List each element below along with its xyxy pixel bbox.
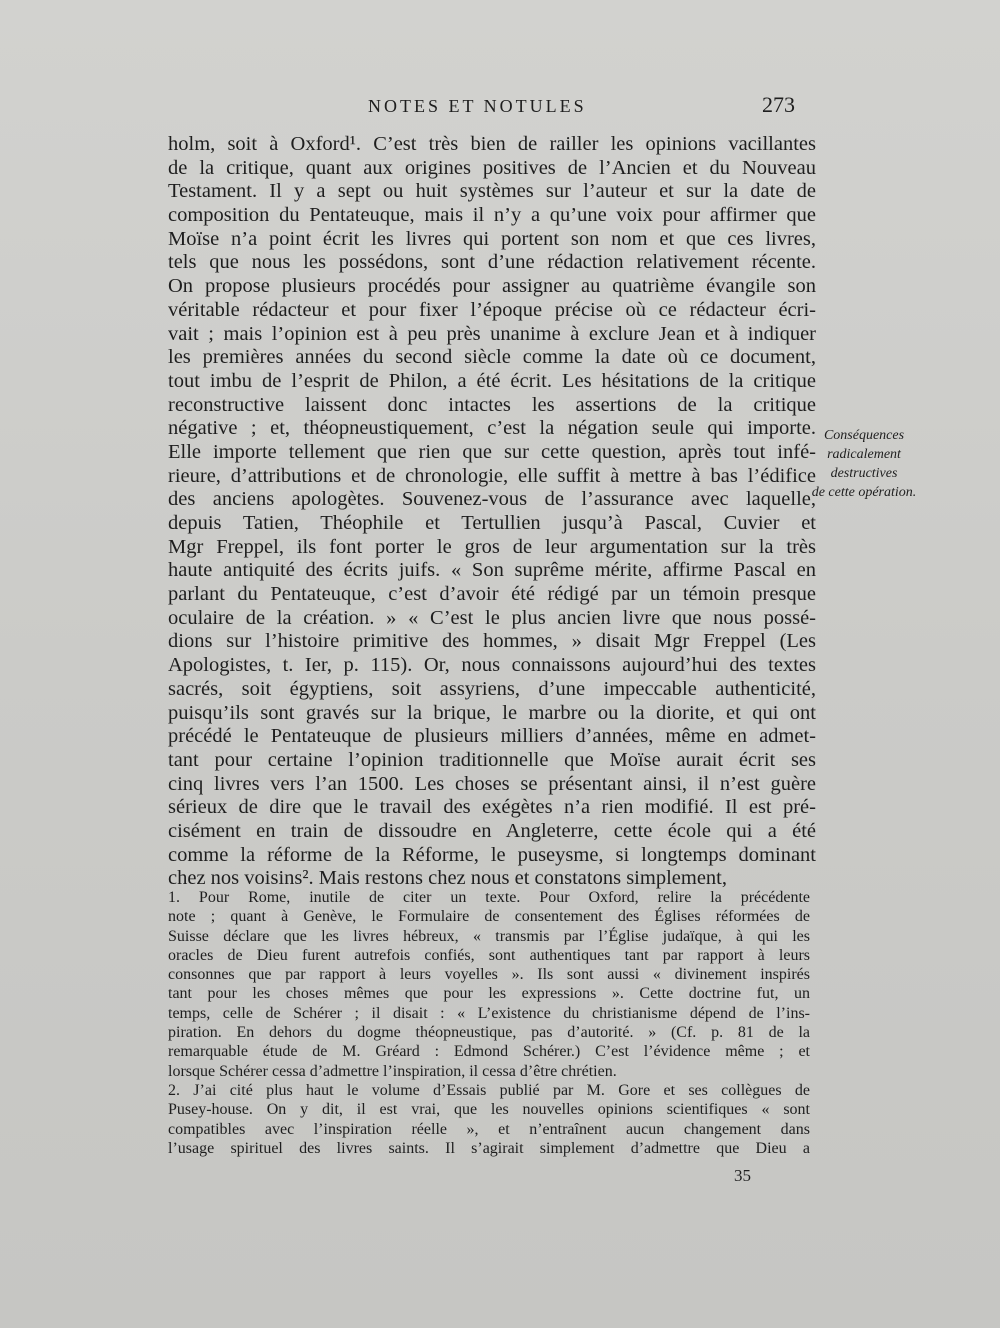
text-line: chez nos voisins². Mais restons chez nous et constatons simplement, [168,867,727,890]
footnote-line: l’usage spirituel des livres saints. Il s’agirait simplement d’admettre que Dieu a [168,1139,810,1157]
signature-mark: 35 [734,1166,751,1185]
text-line: oculaire de la création. » « C’est le plus ancien livre que nous possé- [168,606,816,629]
running-title: NOTES ET NOTULES [368,96,587,116]
text-line: depuis Tatien, Théophile et Tertullien jusqu’à Pascal, Cuvier et [168,512,816,534]
footnote-line: piration. En dehors du dogme théopneustique, pas d’autorité. » (Cf. p. 81 de la [168,1024,810,1042]
text-line: Apologistes, t. Ier, p. 115). Or, nous connaissons aujourd’hui des textes [168,654,816,677]
footnote-line: Suisse déclare que les livres hébreux, « transmis par l’Église judaïque, à qui les [168,927,810,945]
text-line: dions sur l’histoire primitive des hommes, » disait Mgr Freppel (Les [168,630,816,653]
footnote-line: tant pour les choses mêmes que pour les expressions ». Cette doctrine fut, un [168,985,810,1003]
text-line: composition du Pentateuque, mais il n’y a qu’une voix pour affirmer que [168,204,816,227]
footnotes [168,888,810,1158]
text-line: cisément en train de dissoudre en Angleterre, cette école qui a été [168,819,816,842]
footnote-line: 1. Pour Rome, inutile de citer un texte. Pour Oxford, relire la précédente [168,889,810,906]
footnote-line: 2. J’ai cité plus haut le volume d’Essais publié par M. Gore et ses collègues de [168,1081,810,1099]
margin-note-line: Conséquences [823,428,905,443]
main-text [168,133,816,891]
text-line: cinq livres vers l’an 1500. Les choses se présentant ainsi, il n’est guère [168,772,816,795]
text-line: Moïse n’a point écrit les livres qui portent son nom et que ces livres, [168,227,816,250]
text-line: tels que nous les possédons, sont d’une rédaction relativement récente. [168,251,816,274]
text-line: comme la réforme de la Réforme, le puseysme, si longtemps dominant [168,843,816,866]
text-line: reconstructive laissent donc intactes les assertions de la critique [168,393,816,416]
text-line: négative ; et, théopneustiquement, c’est la négation seule qui importe. [168,417,816,440]
text-line: les premières années du second siècle comme la date où ce document, [168,346,816,369]
text-line: holm, soit à Oxford¹. C’est très bien de railler les opinions vacillantes [168,133,816,155]
text-line: de la critique, quant aux origines positives de l’Ancien et du Nouveau [168,156,816,179]
margin-note-line: destructives [830,466,898,481]
text-line: tant pour certaine l’opinion traditionnelle que Moïse aurait écrit ses [168,748,816,771]
text-line: Testament. Il y a sept ou huit systèmes sur l’auteur et sur la date de [168,180,816,203]
text-line: sérieux de dire que le travail des exégètes n’a rien modifié. Il est pré- [168,796,816,819]
margin-note-line: de cette opération. [811,485,917,500]
text-line: Elle importe tellement que rien que sur cette question, après tout infé- [168,440,816,463]
footnote-line: compatibles avec l’inspiration réelle », et n’entraînent aucun changement dans [168,1120,810,1138]
footnote-line: remarquable étude de M. Gréard : Edmond Schérer.) C’est l’évidence même ; et [168,1043,810,1061]
text-line: puisqu’ils sont gravés sur la brique, le marbre ou la diorite, et qui ont [168,701,816,724]
text-line: des anciens apologètes. Souvenez-vous de l’assurance avec laquelle, [168,488,816,511]
footnote-line: lorsque Schérer cessa d’admettre l’inspiration, il cessa d’être chrétien. [168,1062,617,1080]
footnote-line: oracles de Dieu furent autrefois confiés, sont authentiques tant par rapport à leurs [168,946,810,964]
text-line: véritable rédacteur et pour fixer l’époque précise où ce rédacteur écri- [168,298,816,321]
footnote-line: note ; quant à Genève, le Formulaire de consentement des Églises réformées de [168,908,810,926]
text-line: On propose plusieurs procédés pour assigner au quatrième évangile son [168,275,816,298]
text-line: précédé le Pentateuque de plusieurs milliers d’années, même en admet- [168,725,816,748]
text-line: tout imbu de l’esprit de Philon, a été écrit. Les hésitations de la critique [168,369,816,392]
text-line: vait ; mais l’opinion est à peu près unanime à exclure Jean et à indiquer [168,322,816,345]
text-line: haute antiquité des écrits juifs. « Son suprême mérite, affirme Pascal en [168,559,816,582]
text-line: parlant du Pentateuque, c’est d’avoir été rédigé par un témoin presque [168,583,816,606]
text-line: Mgr Freppel, ils font porter le gros de leur argumentation sur la très [168,535,816,558]
text-line: rieure, d’attributions et de chronologie, elle suffit à mettre à bas l’édifice [168,464,816,487]
margin-note [804,426,924,502]
text-line: sacrés, soit égyptiens, soit assyriens, d’une impeccable authenticité, [168,677,816,700]
footnote-line: consonnes que par rapport à leurs voyelles ». Ils sont aussi « divinement inspirés [168,966,810,984]
footnote-line: temps, celle de Schérer ; il disait : « L’existence du christianisme dépend de l’ins- [168,1004,810,1022]
page-number: 273 [762,92,795,117]
footnote-line: Pusey-house. On y dit, il est vrai, que les nouvelles opinions scientifiques « sont [168,1101,810,1119]
margin-note-line: radicalement [827,447,901,462]
